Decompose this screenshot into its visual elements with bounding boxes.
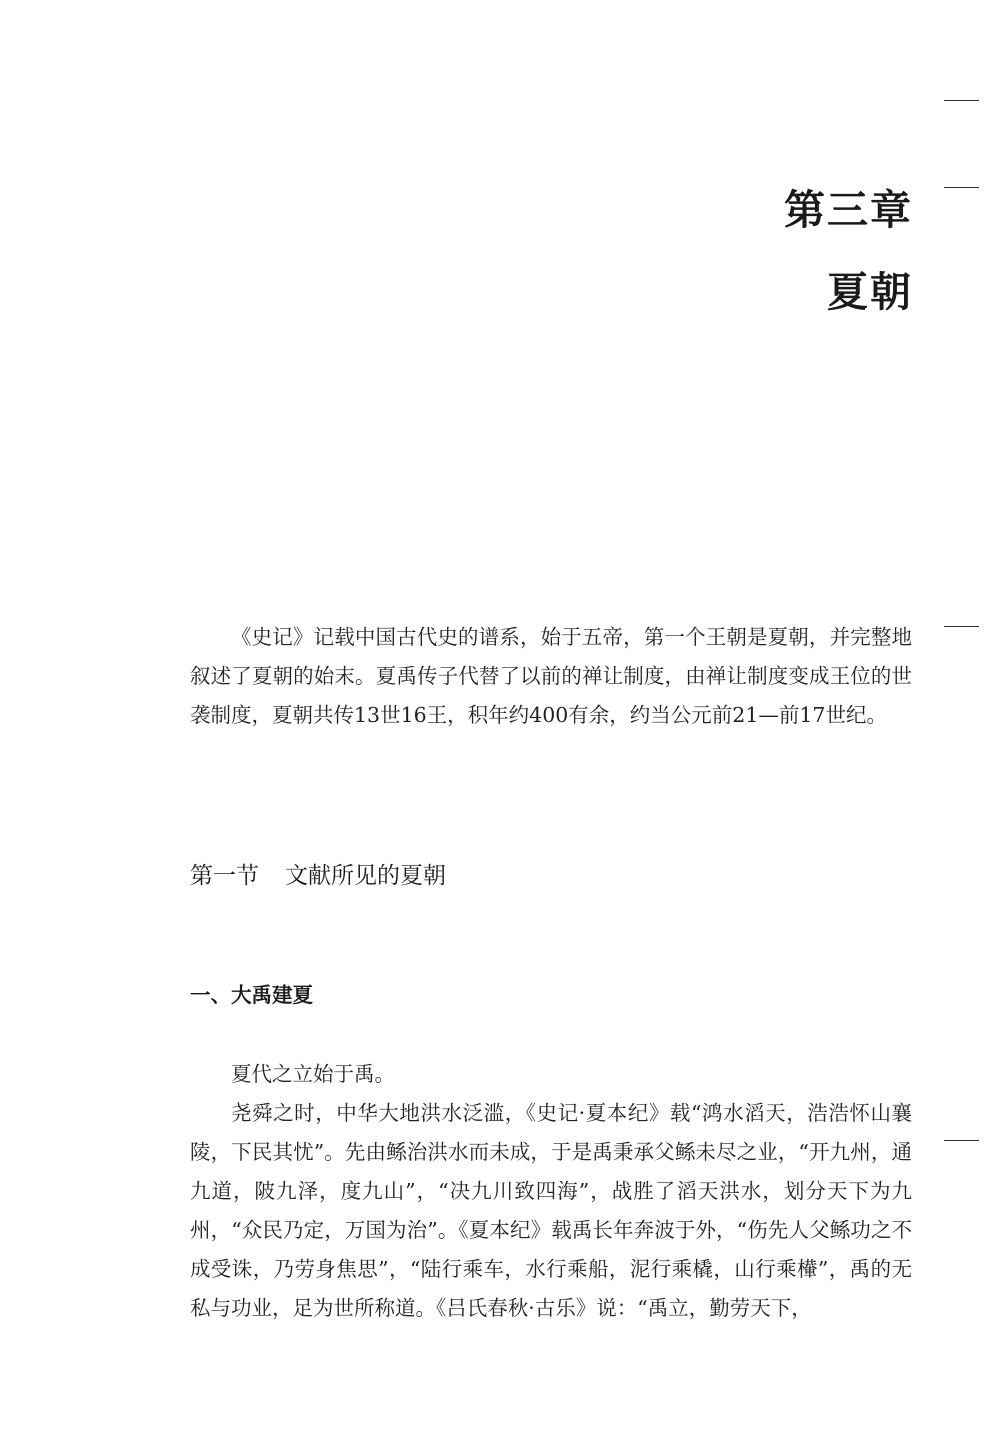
intro-paragraph: 《史记》记载中国古代史的谱系，始于五帝，第一个王朝是夏朝，并完整地叙述了夏朝的始末。夏禹传子代替了以前的禅让制度，由禅让制度变成王位的世袭制度，夏朝共传13世16王，积年约400有余，约当公元前21—前17世纪。 [190,625,912,727]
margin-mark [944,1140,979,1141]
margin-mark [944,187,979,188]
chapter-title: 夏朝 [827,268,913,316]
subsection-heading: 一、大禹建夏 [190,983,313,1007]
body-paragraph: 夏代之立始于禹。 [231,1062,395,1086]
section-title: 文献所见的夏朝 [285,863,446,889]
intro-text [190,618,912,735]
margin-mark [944,626,979,627]
margin-mark [944,100,979,101]
body-paragraph: 尧舜之时，中华大地洪水泛滥，《史记·夏本纪》载“鸿水滔天，浩浩怀山襄陵，下民其忧”。先由鲧治洪水而未成，于是禹秉承父鲧未尽之业，“开九州，通九道，陂九泽，度九山”，“决九川致四海”，战胜了滔天洪水，划分天下为九州，“众民乃定，万国为治”。《夏本纪》载禹长年奔波于外，“伤先人父鲧功之不成受诛，乃劳身焦思”，“陆行乘车，水行乘船，泥行乘橇，山行乘檋”，禹的无私与功业，足为世所称道。《吕氏春秋·古乐》说：“禹立，勤劳天下， [190,1101,912,1320]
body-text [190,1055,912,1328]
section-number: 第一节 [190,863,259,889]
section-heading [190,860,446,892]
chapter-number: 第三章 [784,186,913,234]
